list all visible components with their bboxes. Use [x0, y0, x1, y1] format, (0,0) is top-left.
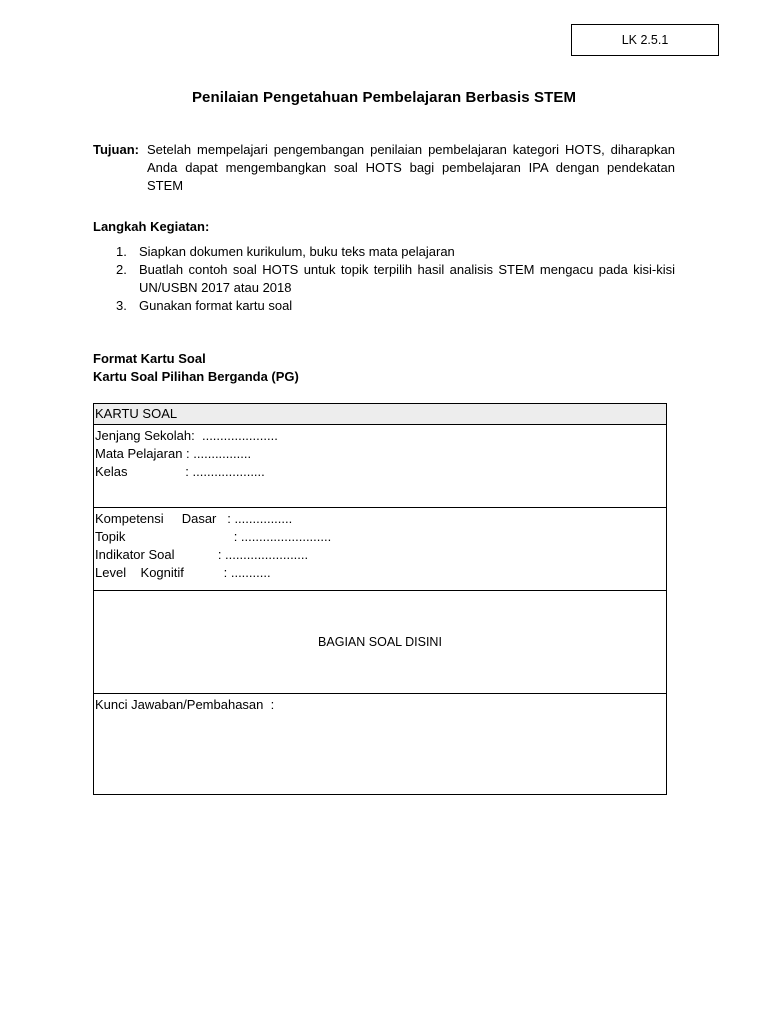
- kelas-field: Kelas : ....................: [95, 464, 265, 479]
- kompetensi-row: [94, 508, 666, 591]
- soal-placeholder: BAGIAN SOAL DISINI: [318, 635, 442, 649]
- page-title: Penilaian Pengetahuan Pembelajaran Berbasis STEM: [191, 89, 577, 106]
- kunci-field: Kunci Jawaban/Pembahasan :: [95, 697, 275, 712]
- mapel-field: Mata Pelajaran : ................: [95, 446, 252, 461]
- step-text: Buatlah contoh soal HOTS untuk topik terpilih hasil analisis STEM mengacu pada kisi-kisi UN/USBN 2017 atau 2018: [139, 262, 675, 295]
- list-item: [93, 261, 675, 297]
- langkah-heading: Langkah Kegiatan:: [93, 219, 210, 234]
- card-header-row: [94, 404, 666, 425]
- list-item: [93, 297, 675, 315]
- kunci-row: [94, 694, 666, 794]
- worksheet-code: LK 2.5.1: [621, 33, 669, 47]
- format-subtitle: Kartu Soal Pilihan Berganda (PG): [93, 369, 299, 384]
- step-number: 2.: [116, 262, 127, 277]
- worksheet-code-box: [571, 24, 719, 56]
- step-text: Siapkan dokumen kurikulum, buku teks mata pelajaran: [139, 244, 455, 259]
- tujuan-section: [93, 141, 675, 195]
- kartu-soal-table: [93, 403, 667, 795]
- identity-row: [94, 425, 666, 508]
- step-text: Gunakan format kartu soal: [139, 298, 293, 313]
- step-number: 3.: [116, 298, 127, 313]
- format-title: Format Kartu Soal: [93, 351, 206, 366]
- tujuan-label: Tujuan:: [93, 142, 139, 157]
- card-header: KARTU SOAL: [95, 406, 178, 421]
- step-number: 1.: [116, 244, 127, 259]
- jenjang-field: Jenjang Sekolah: .....................: [95, 428, 278, 443]
- topik-field: Topik : .........................: [95, 529, 332, 544]
- indikator-field: Indikator Soal : .......................: [95, 547, 309, 562]
- level-field: Level Kognitif : ...........: [95, 565, 271, 580]
- list-item: [93, 243, 675, 261]
- format-heading: [93, 350, 299, 386]
- tujuan-text: Setelah mempelajari pengembangan penilaian pembelajaran kategori HOTS, diharapkan Anda dapat mengembangkan soal HOTS bagi pembelajaran IPA dengan pendekatan STEM: [147, 142, 675, 193]
- langkah-list: [93, 243, 675, 315]
- kd-field: Kompetensi Dasar : ................: [95, 511, 293, 526]
- soal-row: [94, 591, 666, 694]
